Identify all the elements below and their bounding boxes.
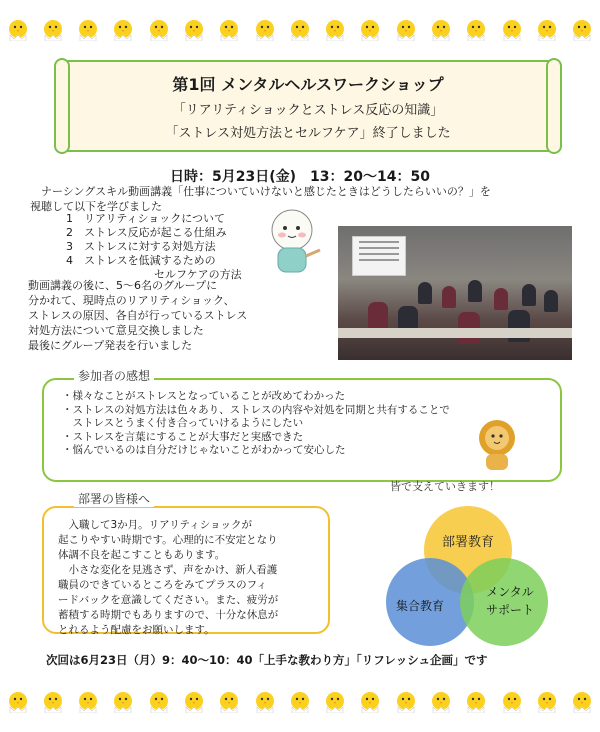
chick-icon xyxy=(76,15,100,41)
venn-label-left: 集合教育 xyxy=(395,599,445,613)
chick-icon xyxy=(41,15,65,41)
chick-icon xyxy=(111,687,135,713)
next-session: 次回は6月23日（月）9：40〜10：40「上手な教わり方」「リフレッシュ企画」です xyxy=(46,653,488,667)
chick-icon xyxy=(429,15,453,41)
chick-icon xyxy=(6,15,30,41)
support-venn-diagram xyxy=(372,498,562,648)
list-item: ・悩んでいるのは自分だけじゃないことがわかって安心した xyxy=(62,444,346,456)
chick-icon xyxy=(41,687,65,713)
chick-icon xyxy=(288,687,312,713)
intro-line-2: 視聴して以下を学びました xyxy=(30,200,162,213)
chick-icon xyxy=(394,687,418,713)
chick-icon xyxy=(323,687,347,713)
subtitle-2: 「ストレス対処方法とセルフケア」終了しました xyxy=(165,126,451,141)
list-item: ・ストレスを言葉にすることが大事だと実感できた xyxy=(62,430,304,443)
chick-icon xyxy=(288,15,312,41)
venn-label-top: 部署教育 xyxy=(441,535,495,550)
chick-icon xyxy=(147,687,171,713)
participant xyxy=(544,290,558,312)
after-lecture-text: 動画講義の後に、5〜6名のグループに 分かれて、現時点のリアリティショック、 ストレスの原因、各自が行っているストレス 対処方法について意見交換しました 最後にグループ発表を行いました xyxy=(28,279,248,352)
participant xyxy=(468,280,482,302)
workshop-photo xyxy=(338,226,572,360)
chick-icon xyxy=(358,15,382,41)
chick-icon xyxy=(500,687,524,713)
list-item-continued: セルフケアの方法 xyxy=(154,268,242,281)
list-item: 4 ストレスを低減するための xyxy=(66,254,216,267)
lion-illustration xyxy=(472,418,522,472)
participant xyxy=(522,284,536,306)
chick-icon xyxy=(323,15,347,41)
chick-icon xyxy=(217,687,241,713)
chick-border-bottom xyxy=(0,680,600,720)
chick-icon xyxy=(570,15,594,41)
chick-icon xyxy=(535,15,559,41)
chick-icon xyxy=(358,687,382,713)
subtitle-1: 「リアリティショックとストレス反応の知識」 xyxy=(172,103,444,118)
department-label: 部署の皆様へ xyxy=(74,490,154,507)
chick-icon xyxy=(464,687,488,713)
title-banner xyxy=(64,60,552,152)
participant xyxy=(418,282,432,304)
chick-icon xyxy=(217,15,241,41)
list-item: ・様々なことがストレスとなっていることが改めてわかった xyxy=(62,390,346,402)
list-item: 3 ストレスに対する対処方法 xyxy=(66,240,216,253)
chick-icon xyxy=(500,15,524,41)
topic-list xyxy=(66,212,242,282)
chick-icon xyxy=(147,15,171,41)
circle-mental-support xyxy=(460,558,548,646)
chick-border-top xyxy=(0,8,600,48)
date-time: 日時：5月23日(金) 13：20〜14：50 xyxy=(170,169,430,185)
intro-line-1: ナーシングスキル動画講義「仕事についていけないと感じたときはどうしたらいいの？」を xyxy=(30,185,491,198)
participant xyxy=(494,288,508,310)
list-item: 1 リアリティショックについて xyxy=(66,212,226,225)
projection-screen xyxy=(352,236,406,276)
list-item: 2 ストレス反応が起こる仕組み xyxy=(66,226,227,239)
list-item: ・ストレスの対処方法は色々あり、ストレスの内容や対処を同期と共有することで xyxy=(62,403,450,416)
department-box: 入職して3か月。リアリティショックが 起こりやすい時期です。心理的に不安定となり 体調不良を起こすこともあります。 小さな変化を見逃さず、声をかけ、新人看護 職員のできているところをみてプラスのフィ ードバックを意識してください。また、疲労が 蓄積する時期でもありますので、十分な休息が とれるよう配慮をお願いします。 xyxy=(42,506,330,634)
chick-icon xyxy=(394,15,418,41)
chick-icon xyxy=(570,687,594,713)
list-item: ストレスとうまく付き合っていけるようにしたい xyxy=(62,417,304,429)
chick-icon xyxy=(76,687,100,713)
chick-icon xyxy=(182,687,206,713)
chick-icon xyxy=(111,15,135,41)
page-title: 第1回 メンタルヘルスワークショップ xyxy=(172,75,444,94)
chick-icon xyxy=(429,687,453,713)
venn-label-right-1: メンタル xyxy=(486,585,534,599)
venn-label-right-2: サポート xyxy=(485,603,535,617)
chick-icon xyxy=(464,15,488,41)
chick-icon xyxy=(182,15,206,41)
impressions-label: 参加者の感想 xyxy=(74,367,154,384)
table xyxy=(338,328,572,338)
chick-icon xyxy=(535,687,559,713)
chick-icon xyxy=(6,687,30,713)
mascot-illustration xyxy=(268,206,324,276)
participant xyxy=(442,286,456,308)
chick-icon xyxy=(253,15,277,41)
support-caption: 皆で支えていきます！ xyxy=(390,480,500,493)
chick-icon xyxy=(253,687,277,713)
